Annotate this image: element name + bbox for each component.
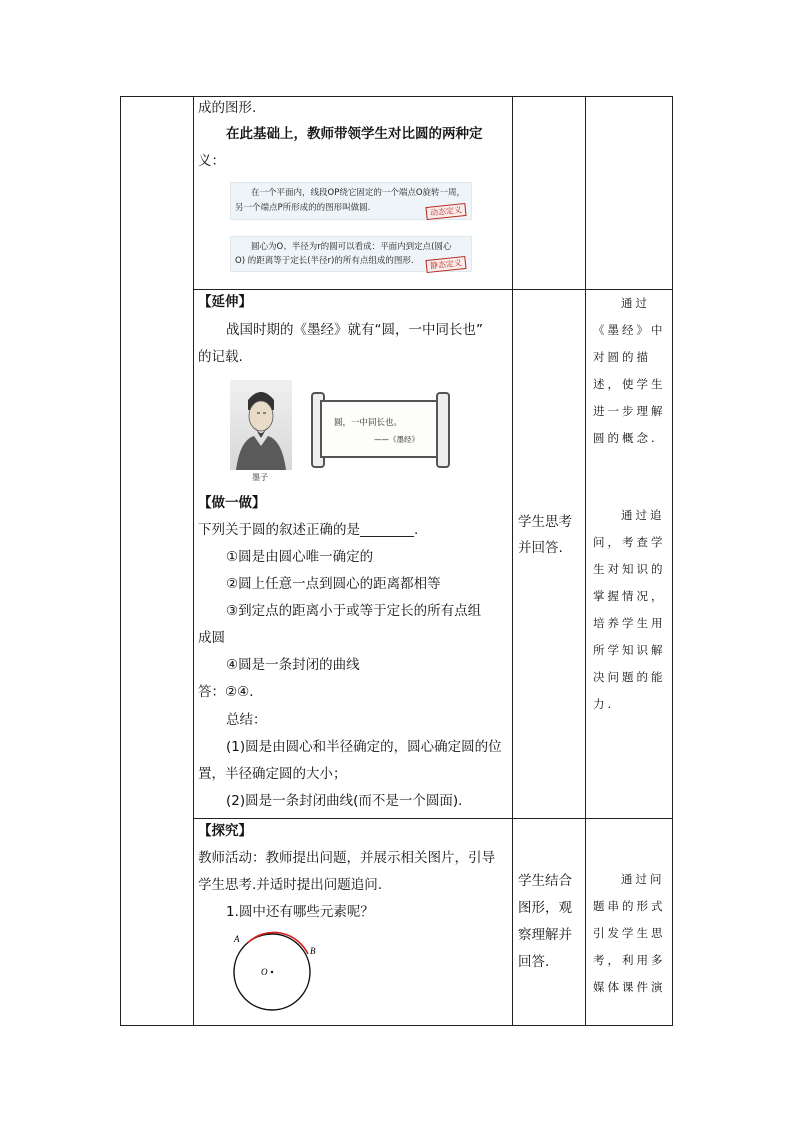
column-divider-3 [585, 96, 586, 1026]
row3-student-activity [518, 868, 572, 976]
explore-heading: 【探究】 [198, 823, 252, 839]
practice-option-4: ④圆是一条封闭的曲线 [226, 657, 360, 673]
scroll-banner [320, 400, 440, 458]
practice-option-2: ②圆上任意一点到圆心的距离都相等 [226, 576, 441, 592]
intent3-line-3: 引发学生思 [593, 926, 666, 940]
extension-line2: 的记载. [198, 349, 243, 365]
dynamic-definition-stamp: 动态定义 [425, 203, 466, 220]
static-definition-box [230, 236, 472, 272]
intent2-line-6: 所学知识解 [593, 643, 666, 657]
row2-student-activity-line2: 并回答. [518, 540, 563, 556]
column-divider-1 [193, 96, 194, 1026]
row2-design-intent-1 [593, 290, 669, 452]
intent1-line-5: 进一步理解 [593, 404, 666, 418]
intent2-line-1: 通过追 [621, 508, 665, 522]
table-top-border [120, 96, 673, 97]
row1-text-line3: 义： [198, 153, 225, 169]
intent2-line-7: 决问题的能 [593, 670, 666, 684]
row2-student-activity-line1: 学生思考 [518, 514, 572, 530]
intent3-line-2: 题串的形式 [593, 899, 666, 913]
summary-point-1b: 置，半径确定圆的大小； [198, 766, 347, 782]
extension-line1: 战国时期的《墨经》就有“圆，一中同长也” [226, 322, 483, 338]
label-o: O [261, 967, 268, 977]
explore-question-1: 1.圆中还有哪些元素呢？ [226, 904, 374, 920]
teacher-activity-line1: 教师活动：教师提出问题，并展示相关图片，引导 [198, 850, 495, 866]
center-point [271, 971, 273, 973]
label-a: A [234, 934, 240, 944]
table-left-border [120, 96, 121, 1026]
dynamic-definition-line1: 在一个平面内，线段OP绕它固定的一个端点O旋转一周， [251, 188, 466, 198]
mozi-portrait [230, 380, 292, 470]
practice-option-1: ①圆是由圆心唯一确定的 [226, 549, 374, 565]
row3-student-line-1: 学生结合 [518, 873, 572, 889]
table-right-border [672, 96, 673, 1026]
intent3-line-5: 媒体课件演 [593, 980, 666, 994]
intent3-line-4: 考，利用多 [593, 953, 666, 967]
arc-ab [248, 932, 308, 954]
practice-heading: 【做一做】 [198, 495, 266, 511]
intent2-line-3: 生对知识的 [593, 562, 666, 576]
scroll-source: ——《墨经》 [374, 435, 419, 444]
intent1-line-6: 圆的概念. [593, 431, 658, 445]
mozi-portrait-drawing [230, 380, 292, 470]
intent1-line-2: 《墨经》中 [593, 323, 666, 337]
static-definition-line1: 圆心为O、半径为r的圆可以看成：平面内到定点(圆心 [251, 242, 452, 252]
intent2-line-2: 问，考查学 [593, 535, 666, 549]
row1-text-line2: 在此基础上，教师带领学生对比圆的两种定 [226, 126, 483, 142]
summary-point-1a: (1)圆是由圆心和半径确定的，圆心确定圆的位 [226, 739, 502, 755]
circle-diagram [226, 928, 326, 1014]
practice-answer: 答：②④. [198, 684, 254, 700]
row3-student-line-2: 图形，观 [518, 900, 572, 916]
row1-text-line1: 成的图形. [198, 100, 257, 116]
dynamic-definition-line2: 另一个端点P所形成的的图形叫做圆. [235, 203, 371, 213]
column-divider-2 [512, 96, 513, 1026]
summary-point-2: (2)圆是一条封闭曲线(而不是一个圆面). [226, 793, 463, 809]
practice-option-3b: 成圆 [198, 630, 225, 646]
intent2-line-8: 力. [593, 697, 615, 711]
table-bottom-border [120, 1025, 673, 1026]
label-b: B [310, 946, 316, 956]
practice-option-3a: ③到定点的距离小于或等于定长的所有点组 [226, 603, 482, 619]
intent2-line-5: 培养学生用 [593, 616, 666, 630]
row2-design-intent-2 [593, 502, 669, 718]
practice-question: 下列关于圆的叙述正确的是________. [198, 522, 419, 538]
extension-heading: 【延伸】 [198, 294, 252, 310]
dynamic-definition-box [230, 182, 472, 220]
intent1-line-4: 述，使学生 [593, 377, 666, 391]
summary-heading: 总结： [226, 712, 267, 728]
intent1-line-1: 通过 [621, 296, 650, 310]
intent2-line-4: 掌握情况， [593, 589, 666, 603]
intent3-line-1: 通过问 [621, 872, 665, 886]
scroll-right-roll [436, 392, 450, 468]
static-definition-line2: O) 的距离等于定长(半径r)的所有点组成的图形. [235, 256, 414, 266]
static-definition-stamp: 静态定义 [425, 256, 466, 273]
intent1-line-3: 对圆的描 [593, 350, 651, 364]
row-divider-2 [193, 818, 673, 819]
scroll-quote: 圆，一中同长也。 [334, 418, 403, 428]
row3-student-line-3: 察理解并 [518, 927, 572, 943]
teacher-activity-line2: 学生思考.并适时提出问题追问. [198, 877, 383, 893]
row3-design-intent [593, 866, 669, 1001]
portrait-caption: 墨子 [252, 473, 268, 482]
row3-student-line-4: 回答. [518, 954, 550, 970]
